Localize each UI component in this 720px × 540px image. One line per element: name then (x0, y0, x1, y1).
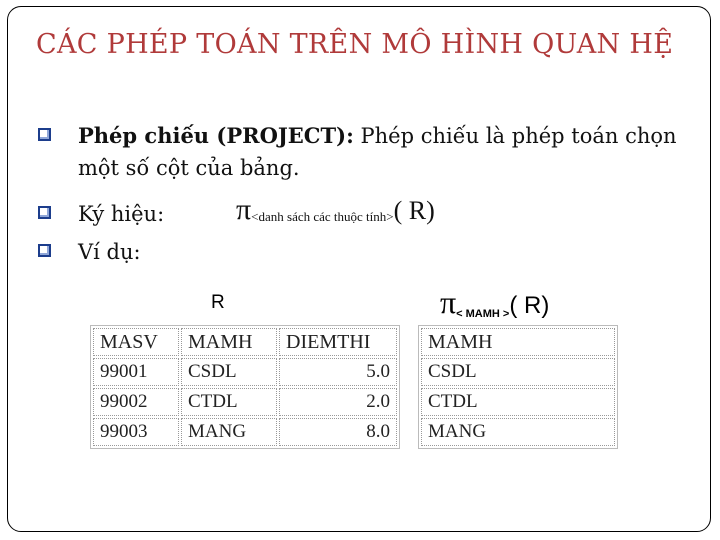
project-term: Phép chiếu (PROJECT): (78, 123, 354, 148)
table-row (421, 418, 615, 446)
header-cell: MAMH (181, 328, 277, 356)
notation-label: Ký hiệu: (78, 202, 165, 226)
table-cell: 2.0 (279, 388, 397, 416)
notation-relation: ( R) (393, 196, 435, 225)
table-cell: 8.0 (279, 418, 397, 446)
checkbox-bullet-icon (38, 128, 51, 141)
projection-subscript: < MAMH > (456, 308, 510, 320)
table-cell: 99002 (93, 388, 179, 416)
header-cell: DIEMTHI (279, 328, 397, 356)
checkbox-bullet-icon (38, 244, 51, 257)
table-row (93, 388, 397, 416)
slide-frame (7, 6, 711, 532)
table-header-row (93, 328, 397, 356)
table-cell: CSDL (421, 358, 615, 386)
table-cell: MANG (181, 418, 277, 446)
table-row (93, 418, 397, 446)
table-row (421, 388, 615, 416)
project-definition: Phép chiếu là phép toán chọn một số cột của bảng. (78, 124, 677, 180)
relation-r-table (90, 325, 400, 449)
table-cell: 99003 (93, 418, 179, 446)
relation-r-label: R (211, 292, 225, 313)
projection-notation (236, 194, 435, 233)
notation-subscript: <danh sách các thuộc tính> (251, 209, 394, 224)
projection-result-label (440, 284, 549, 321)
projection-relation: ( R) (509, 292, 550, 319)
table-cell: 5.0 (279, 358, 397, 386)
header-cell: MAMH (421, 328, 615, 356)
header-cell: MASV (93, 328, 179, 356)
checkbox-bullet-icon (38, 206, 51, 219)
example-label: Ví dụ: (78, 240, 141, 264)
table-cell: 99001 (93, 358, 179, 386)
table-row (93, 358, 397, 386)
table-row (421, 358, 615, 386)
slide-title: CÁC PHÉP TOÁN TRÊN MÔ HÌNH QUAN HỆ (36, 29, 674, 60)
table-cell: MANG (421, 418, 615, 446)
table-header-row (421, 328, 615, 356)
pi-symbol: π (440, 284, 457, 320)
table-cell: CTDL (421, 388, 615, 416)
pi-symbol: π (236, 193, 252, 226)
table-cell: CTDL (181, 388, 277, 416)
table-cell: CSDL (181, 358, 277, 386)
projection-result-table (418, 325, 618, 449)
